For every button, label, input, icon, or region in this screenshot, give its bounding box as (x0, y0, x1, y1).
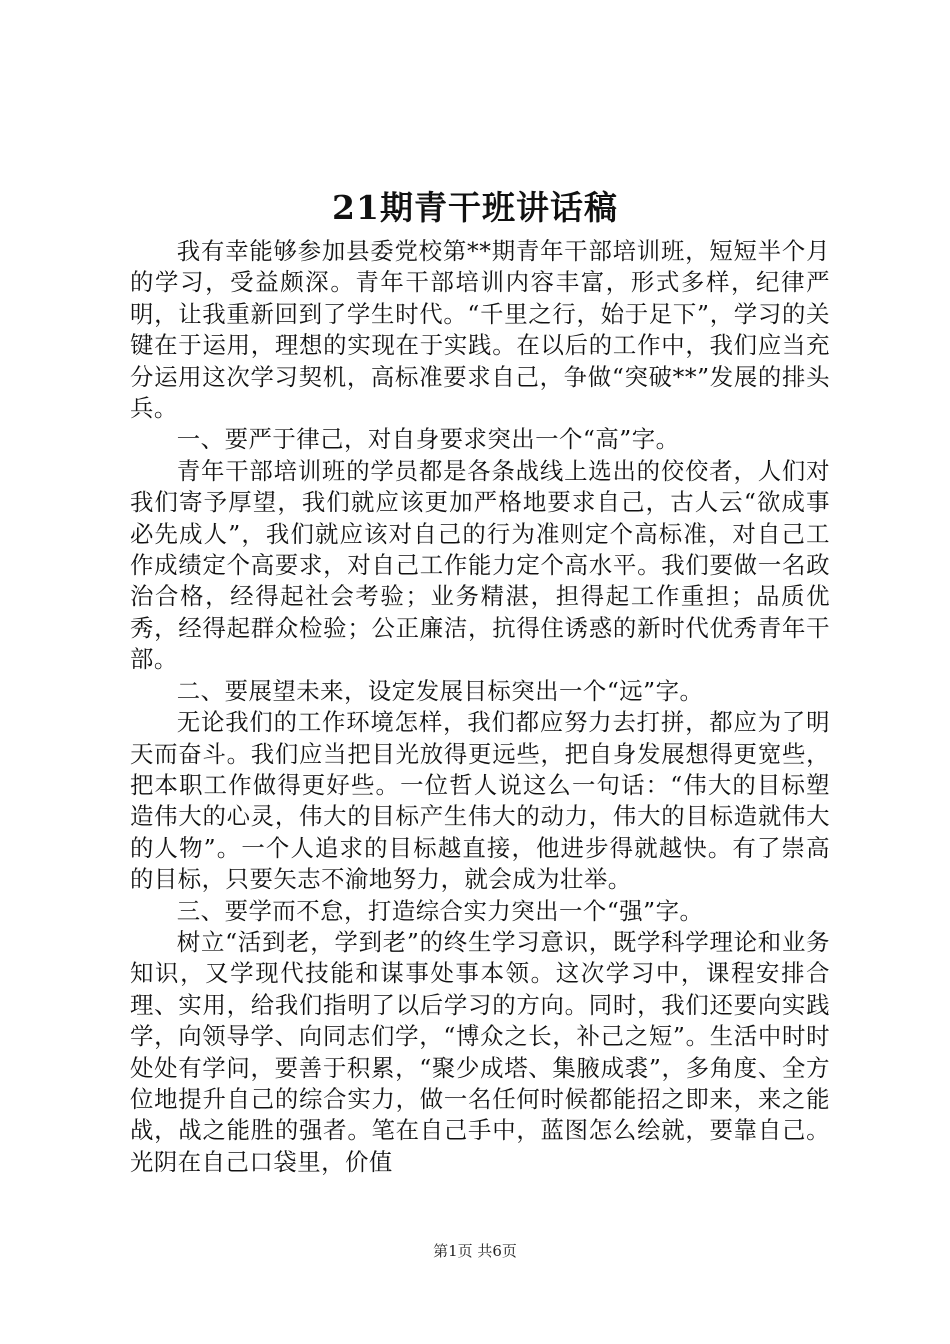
paragraph-section-1: 青年干部培训班的学员都是各条战线上选出的佼佼者，人们对我们寄予厚望，我们就应该更加严格地要求自己，古人云“欲成事必先成人”，我们就应该对自己的行为准则定个高标准，对自己工作成绩定个高要求，对自己工作能力定个高水平。我们要做一名政治合格，经得起社会考验；业务精湛，担得起工作重担；品质优秀，经得起群众检验；公正廉洁，抗得住诱惑的新时代优秀青年干部。 (130, 456, 830, 674)
document-title: 21期青干班讲话稿 (332, 188, 618, 227)
paragraph-section-3: 树立“活到老，学到老”的终生学习意识，既学科学理论和业务知识，又学现代技能和谋事处事本领。这次学习中，课程安排合理、实用，给我们指明了以后学习的方向。同时，我们还要向实践学，向领导学、向同志们学，“博众之长，补己之短”。生活中时时处处有学问，要善于积累，“聚少成塔、集腋成裘”，多角度、全方位地提升自己的综合实力，做一名任何时候都能招之即来，来之能战，战之能胜的强者。笔在自己手中，蓝图怎么绘就，要靠自己。光阴在自己口袋里，价值 (130, 927, 830, 1176)
paragraph-intro: 我有幸能够参加县委党校第**期青年干部培训班，短短半个月的学习，受益颇深。青年干部培训内容丰富，形式多样，纪律严明，让我重新回到了学生时代。“千里之行，始于足下”，学习的关键在于运用，理想的实现在于实践。在以后的工作中，我们应当充分运用这次学习契机，高标准要求自己，争做“突破**”发展的排头兵。 (130, 237, 830, 423)
heading-section-1: 一、要严于律己，对自身要求突出一个“高”字。 (176, 425, 680, 454)
heading-section-2: 二、要展望未来，设定发展目标突出一个“远”字。 (176, 676, 704, 705)
page-number-footer: 第1页 共6页 (433, 1242, 517, 1260)
document-body (130, 236, 830, 1178)
heading-section-3: 三、要学而不怠，打造综合实力突出一个“强”字。 (176, 896, 704, 925)
paragraph-section-2: 无论我们的工作环境怎样，我们都应努力去打拼，都应为了明天而奋斗。我们应当把目光放得更远些，把自身发展想得更宽些，把本职工作做得更好些。一位哲人说这么一句话：“伟大的目标塑造伟大的心灵，伟大的目标产生伟大的动力，伟大的目标造就伟大的人物”。一个人追求的目标越直接，他进步得就越快。有了崇高的目标，只要矢志不渝地努力，就会成为壮举。 (130, 708, 830, 894)
